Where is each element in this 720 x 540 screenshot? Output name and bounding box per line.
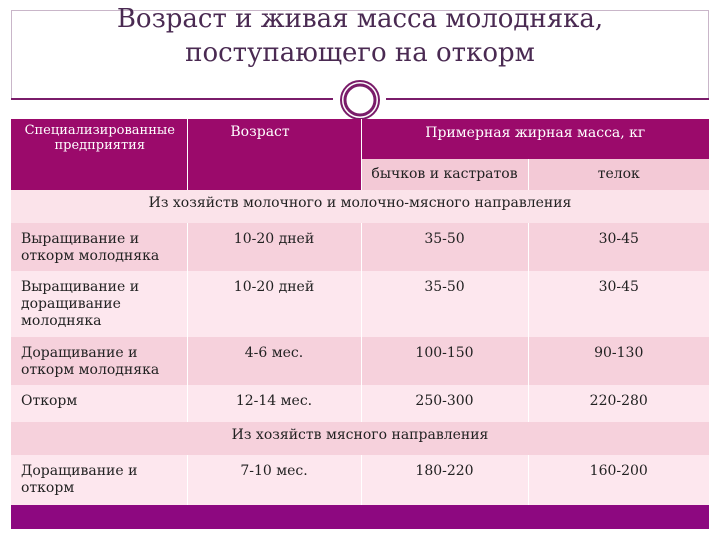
header-enterprises-label: Специализированные предприятия xyxy=(24,123,175,153)
livestock-table xyxy=(11,119,709,506)
row-bulls: 250-300 xyxy=(361,385,528,422)
row-heifers: 220-280 xyxy=(528,385,709,422)
row-bulls: 180-220 xyxy=(361,455,528,506)
row-heifers: 90-130 xyxy=(528,337,709,385)
circle-ornament-icon xyxy=(339,79,381,121)
table-row xyxy=(11,271,709,337)
row-name: Откорм xyxy=(11,385,187,422)
row-bulls: 35-50 xyxy=(361,271,528,337)
row-name: Выращивание и откорм молодняка xyxy=(11,223,187,271)
row-name: Доращивание и откорм xyxy=(11,455,187,506)
row-age: 10-20 дней xyxy=(187,271,361,337)
section-dairy-label: Из хозяйств молочного и молочно-мясного направления xyxy=(11,190,709,223)
table-row xyxy=(11,337,709,385)
divider-right xyxy=(386,98,709,100)
row-bulls: 35-50 xyxy=(361,223,528,271)
row-age: 4-6 мес. xyxy=(187,337,361,385)
divider-left xyxy=(11,98,333,100)
row-heifers: 30-45 xyxy=(528,271,709,337)
header-mass-label: Примерная жирная масса, кг xyxy=(425,125,646,141)
table-row xyxy=(11,223,709,271)
subheader-heifers: телок xyxy=(528,159,709,190)
title-line-1: Возраст и живая масса молодняка, xyxy=(116,4,604,34)
header-mass xyxy=(361,119,709,159)
row-age: 10-20 дней xyxy=(187,223,361,271)
section-row xyxy=(11,422,709,455)
header-age-label: Возраст xyxy=(230,124,290,140)
page-title xyxy=(0,2,720,70)
row-heifers: 160-200 xyxy=(528,455,709,506)
row-heifers: 30-45 xyxy=(528,223,709,271)
subheader-bulls: бычков и кастратов xyxy=(361,159,528,190)
title-line-2: поступающего на откорм xyxy=(185,38,535,68)
section-meat-label: Из хозяйств мясного направления xyxy=(11,422,709,455)
footer-bar xyxy=(11,505,709,529)
row-name: Выращивание и доращивание молодняка xyxy=(11,271,187,337)
table-header-row xyxy=(11,119,709,159)
row-age: 7-10 мес. xyxy=(187,455,361,506)
table-row xyxy=(11,385,709,422)
row-bulls: 100-150 xyxy=(361,337,528,385)
row-name: Доращивание и откорм молодняка xyxy=(11,337,187,385)
row-age: 12-14 мес. xyxy=(187,385,361,422)
section-row xyxy=(11,190,709,223)
header-enterprises xyxy=(11,119,187,190)
table-row xyxy=(11,455,709,506)
header-age xyxy=(187,119,361,190)
